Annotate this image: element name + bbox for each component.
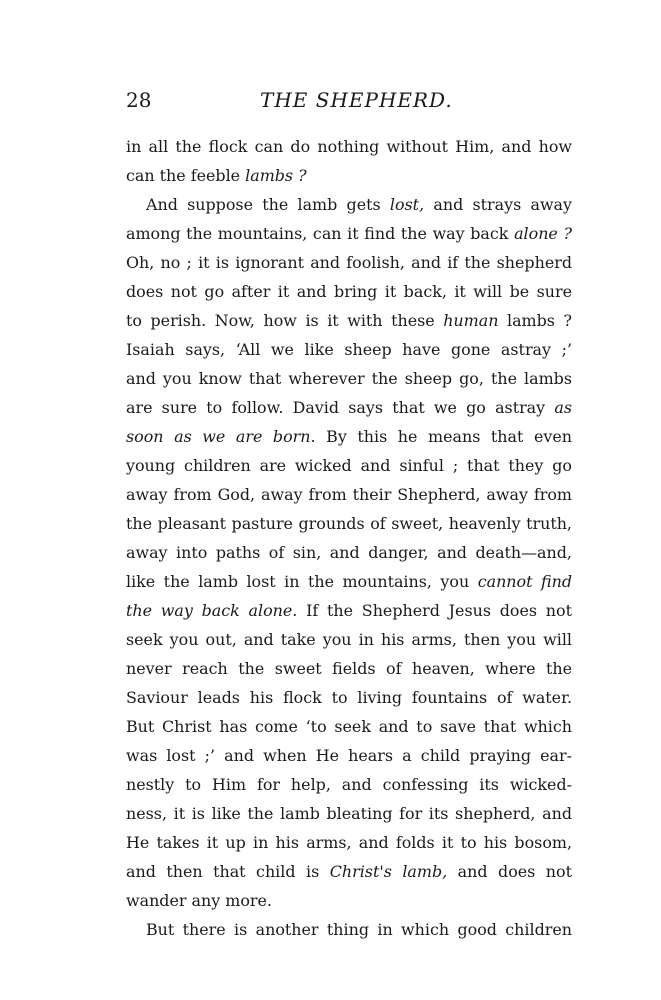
- text-segment: young children are wicked and sinful ; that they go: [126, 456, 572, 475]
- text-segment: and then that child is: [126, 862, 330, 881]
- text-line: [126, 712, 572, 741]
- text-segment: are sure to follow. David says that we go astray: [126, 398, 555, 417]
- text-segment: And suppose the lamb gets: [146, 195, 390, 214]
- text-line: [126, 509, 572, 538]
- text-segment: By this he means that even: [315, 427, 572, 446]
- text-segment: Oh, no ; it is ignorant and foolish, and if the shepherd: [126, 253, 572, 272]
- text-line: [126, 596, 572, 625]
- italic-text: cannot find: [477, 572, 572, 591]
- text-segment: in all the flock can do nothing without Him, and how: [126, 137, 572, 156]
- text-segment: never reach the sweet fields of heaven, where the: [126, 659, 572, 678]
- text-line: [126, 857, 572, 886]
- text-line: [126, 625, 572, 654]
- text-line: [126, 306, 572, 335]
- text-segment: and strays away: [424, 195, 572, 214]
- text-line: [126, 190, 572, 219]
- text-line: [126, 886, 572, 915]
- text-line: [126, 538, 572, 567]
- text-segment: and does not: [447, 862, 572, 881]
- text-segment: Saviour leads his flock to living fountains of water.: [126, 688, 572, 707]
- page-number: 28: [126, 88, 152, 112]
- text-segment: But there is another thing in which good children: [146, 920, 572, 939]
- text-line: [126, 248, 572, 277]
- text-line: [126, 451, 572, 480]
- text-segment: does not go after it and bring it back, it will be sure: [126, 282, 572, 301]
- text-segment: the pleasant pasture grounds of sweet, heavenly truth,: [126, 514, 572, 533]
- text-segment: away into paths of sin, and danger, and death—and,: [126, 543, 572, 562]
- text-segment: away from God, away from their Shepherd, away from: [126, 485, 572, 504]
- italic-text: Christ's lamb,: [329, 862, 448, 881]
- text-line: [126, 161, 572, 190]
- text-line: [126, 132, 572, 161]
- text-segment: wander any more.: [126, 891, 272, 910]
- italic-text: lost,: [389, 195, 425, 214]
- text-segment: and you know that wherever the sheep go, the lambs: [126, 369, 572, 388]
- text-line: [126, 364, 572, 393]
- text-line: [126, 277, 572, 306]
- text-segment: was lost ;’ and when He hears a child praying ear-: [126, 746, 572, 765]
- text-segment: Isaiah says, ‘All we like sheep have gone astray ;’: [126, 340, 572, 359]
- text-segment: lambs ?: [498, 311, 573, 330]
- italic-text: lambs ?: [245, 166, 307, 185]
- text-line: [126, 335, 572, 364]
- text-segment: to perish. Now, how is it with these: [126, 311, 444, 330]
- text-line: [126, 567, 572, 596]
- text-line: [126, 219, 572, 248]
- italic-text: human: [443, 311, 499, 330]
- italic-text: soon as we are born.: [126, 427, 316, 446]
- text-segment: among the mountains, can it find the way back: [126, 224, 515, 243]
- text-line: [126, 422, 572, 451]
- text-segment: can the feeble: [126, 166, 246, 185]
- italic-text: alone ?: [514, 224, 572, 243]
- text-segment: like the lamb lost in the mountains, you: [126, 572, 478, 591]
- text-line: [126, 654, 572, 683]
- text-line: [126, 915, 572, 944]
- italic-text: as: [554, 398, 572, 417]
- text-line: [126, 828, 572, 857]
- page-header: [126, 88, 572, 122]
- text-line: [126, 741, 572, 770]
- text-segment: ness, it is like the lamb bleating for its shepherd, and: [126, 804, 572, 823]
- text-segment: If the Shepherd Jesus does not: [297, 601, 572, 620]
- italic-text: the way back alone.: [126, 601, 298, 620]
- body-text: [126, 132, 572, 944]
- text-line: [126, 393, 572, 422]
- text-line: [126, 683, 572, 712]
- text-segment: nestly to Him for help, and confessing its wicked-: [126, 775, 572, 794]
- text-segment: He takes it up in his arms, and folds it to his bosom,: [126, 833, 572, 852]
- text-line: [126, 799, 572, 828]
- text-line: [126, 480, 572, 509]
- running-title: THE SHEPHERD.: [260, 88, 453, 112]
- text-segment: seek you out, and take you in his arms, then you will: [126, 630, 572, 649]
- text-line: [126, 770, 572, 799]
- text-segment: But Christ has come ‘to seek and to save that which: [126, 717, 572, 736]
